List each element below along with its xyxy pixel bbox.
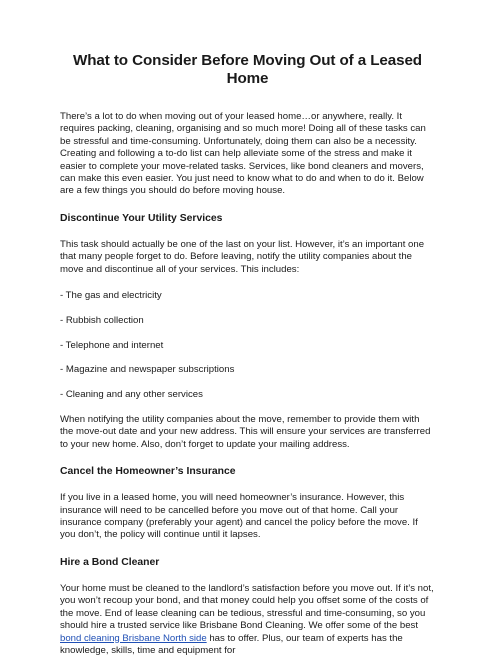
- bond-cleaner-paragraph: [60, 583, 435, 657]
- list-item: - Magazine and newspaper subscriptions: [60, 364, 235, 376]
- bond-cleaner-text-start: Your home must be cleaned to the landlord’s satisfaction before you move out. If it’s not, you won’t recoup your bond, and that money could help you offset some of the costs of the move. End of lease cleaning can be tedious, stressful and time-consuming, so you should hire a trusted service like Brisbane Bond Cleaning. We offer some of the best: [60, 582, 434, 632]
- list-item: - Cleaning and any other services: [60, 389, 203, 401]
- section-heading-bond-cleaner: Hire a Bond Cleaner: [60, 556, 160, 568]
- intro-paragraph: There’s a lot to do when moving out of your leased home…or anywhere, really. It requires packing, cleaning, organising and so much more! Doing all of these tasks can be stressful and time-consuming. Unfortunately, doing them can also be a necessity. Creating and following a to-do list can help alleviate some of the stress and make it easier to complete your move-related tasks. Services, like bond cleaners and movers, can make this even easier. You just need to know what to do and when to do it. Below are a few things you should do before moving house.: [60, 111, 426, 197]
- list-item: - The gas and electricity: [60, 290, 162, 302]
- section-heading-insurance: Cancel the Homeowner’s Insurance: [60, 466, 236, 478]
- insurance-paragraph: If you live in a leased home, you will need homeowner’s insurance. However, this insurance will need to be cancelled before you move out of that home. Call your insurance company (preferably your agent) and cancel the policy before the move. If you don’t, the policy will continue until it lapses.: [60, 492, 418, 541]
- utilities-paragraph: This task should actually be one of the last on your list. However, it’s an important one that many people forget to do. Before leaving, notify the utility companies about the move and discontinue all of your services. This includes:: [60, 238, 425, 275]
- section-heading-utilities: Discontinue Your Utility Services: [60, 212, 223, 224]
- bond-cleaner-text-end: has to offer. Plus, our team of experts has the knowledge, skills, time and equipment for: [60, 632, 403, 656]
- page-title: What to Consider Before Moving Out of a Leased Home: [73, 52, 422, 87]
- list-item: - Rubbish collection: [60, 314, 144, 326]
- utilities-notify-paragraph: When notifying the utility companies about the move, remember to provide them with the move-out date and your new address. This will ensure your services are transferred to your new home. Also, don’t forget to update your mailing address.: [60, 414, 431, 450]
- list-item: - Telephone and internet: [60, 339, 164, 351]
- bond-cleaning-link[interactable]: bond cleaning Brisbane North side: [60, 632, 207, 644]
